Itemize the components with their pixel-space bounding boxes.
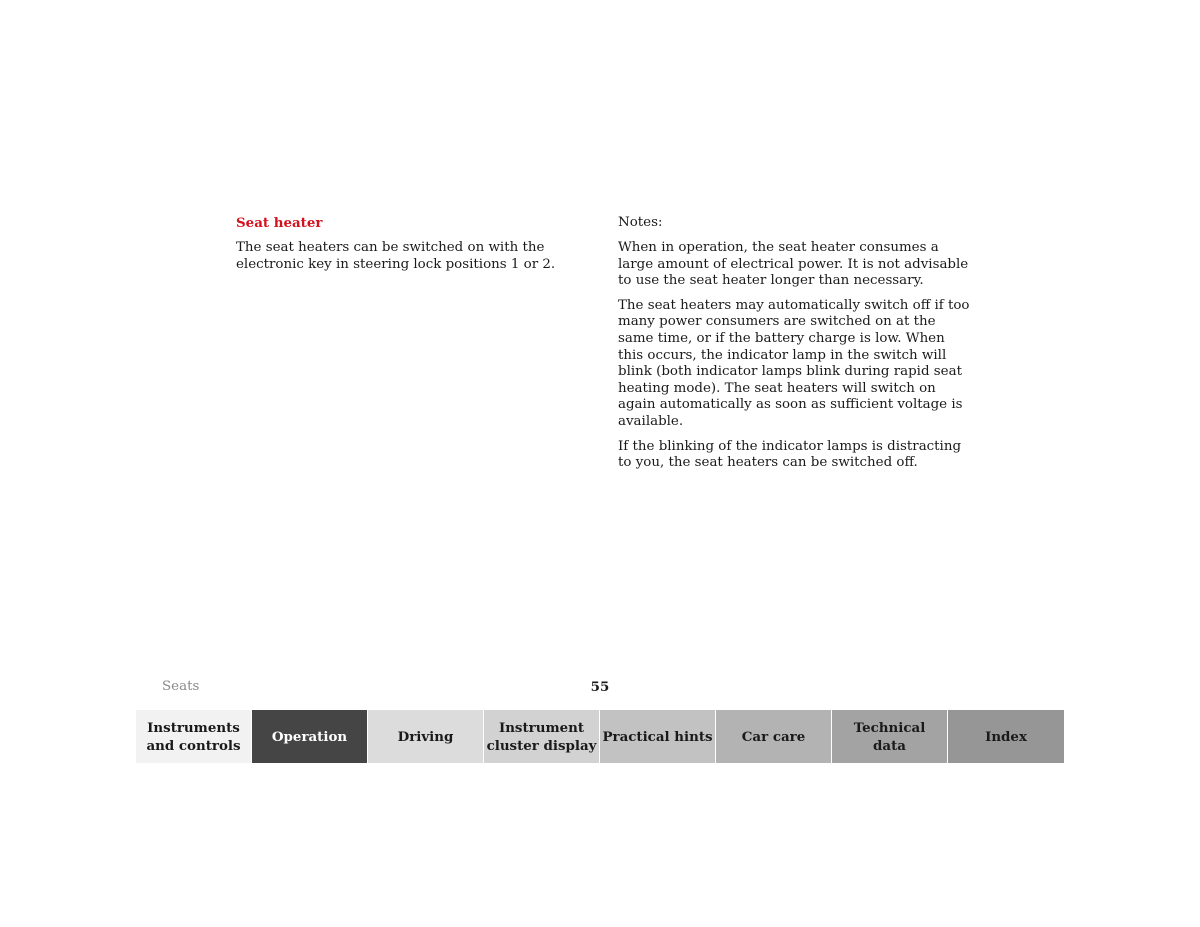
- nav-tab-operation[interactable]: Operation: [252, 710, 368, 763]
- note-paragraph: If the blinking of the indicator lamps is distracting to you, the seat heaters can be switched off.: [618, 438, 962, 471]
- nav-tab-car-care[interactable]: Car care: [716, 710, 832, 763]
- nav-tab-practical-hints[interactable]: Practical hints: [600, 710, 716, 763]
- footer-section-label: Seats: [162, 679, 200, 694]
- intro-paragraph: The seat heaters can be switched on with the electronic key in steering lock positions 1 or 2.: [236, 240, 556, 272]
- page-number: 55: [590, 679, 610, 695]
- section-title: Seat heater: [236, 215, 323, 231]
- nav-tab-index[interactable]: Index: [948, 710, 1064, 763]
- chapter-nav-bar: [136, 710, 1064, 763]
- nav-tab-driving[interactable]: Driving: [368, 710, 484, 763]
- left-column: [236, 214, 586, 281]
- note-paragraph: When in operation, the seat heater consumes a large amount of electrical power. It is not advisable to use the seat heater longer than necessary.: [618, 240, 969, 289]
- note-paragraph: The seat heaters may automatically switch off if too many power consumers are switched on at the same time, or if the battery charge is low. When this occurs, the indicator lamp in the switch will blink (both indicator lamps blink during rapid seat heating mode). The seat heaters will switch on again automatically as soon as sufficient voltage is available.: [618, 297, 970, 429]
- nav-tab-instruments-and-controls[interactable]: Instruments and controls: [136, 710, 252, 763]
- nav-tab-technical-data[interactable]: Technical data: [832, 710, 948, 763]
- nav-tab-instrument-cluster-display[interactable]: Instrument cluster display: [484, 710, 600, 763]
- notes-label: Notes:: [618, 215, 663, 230]
- right-column: [618, 214, 970, 480]
